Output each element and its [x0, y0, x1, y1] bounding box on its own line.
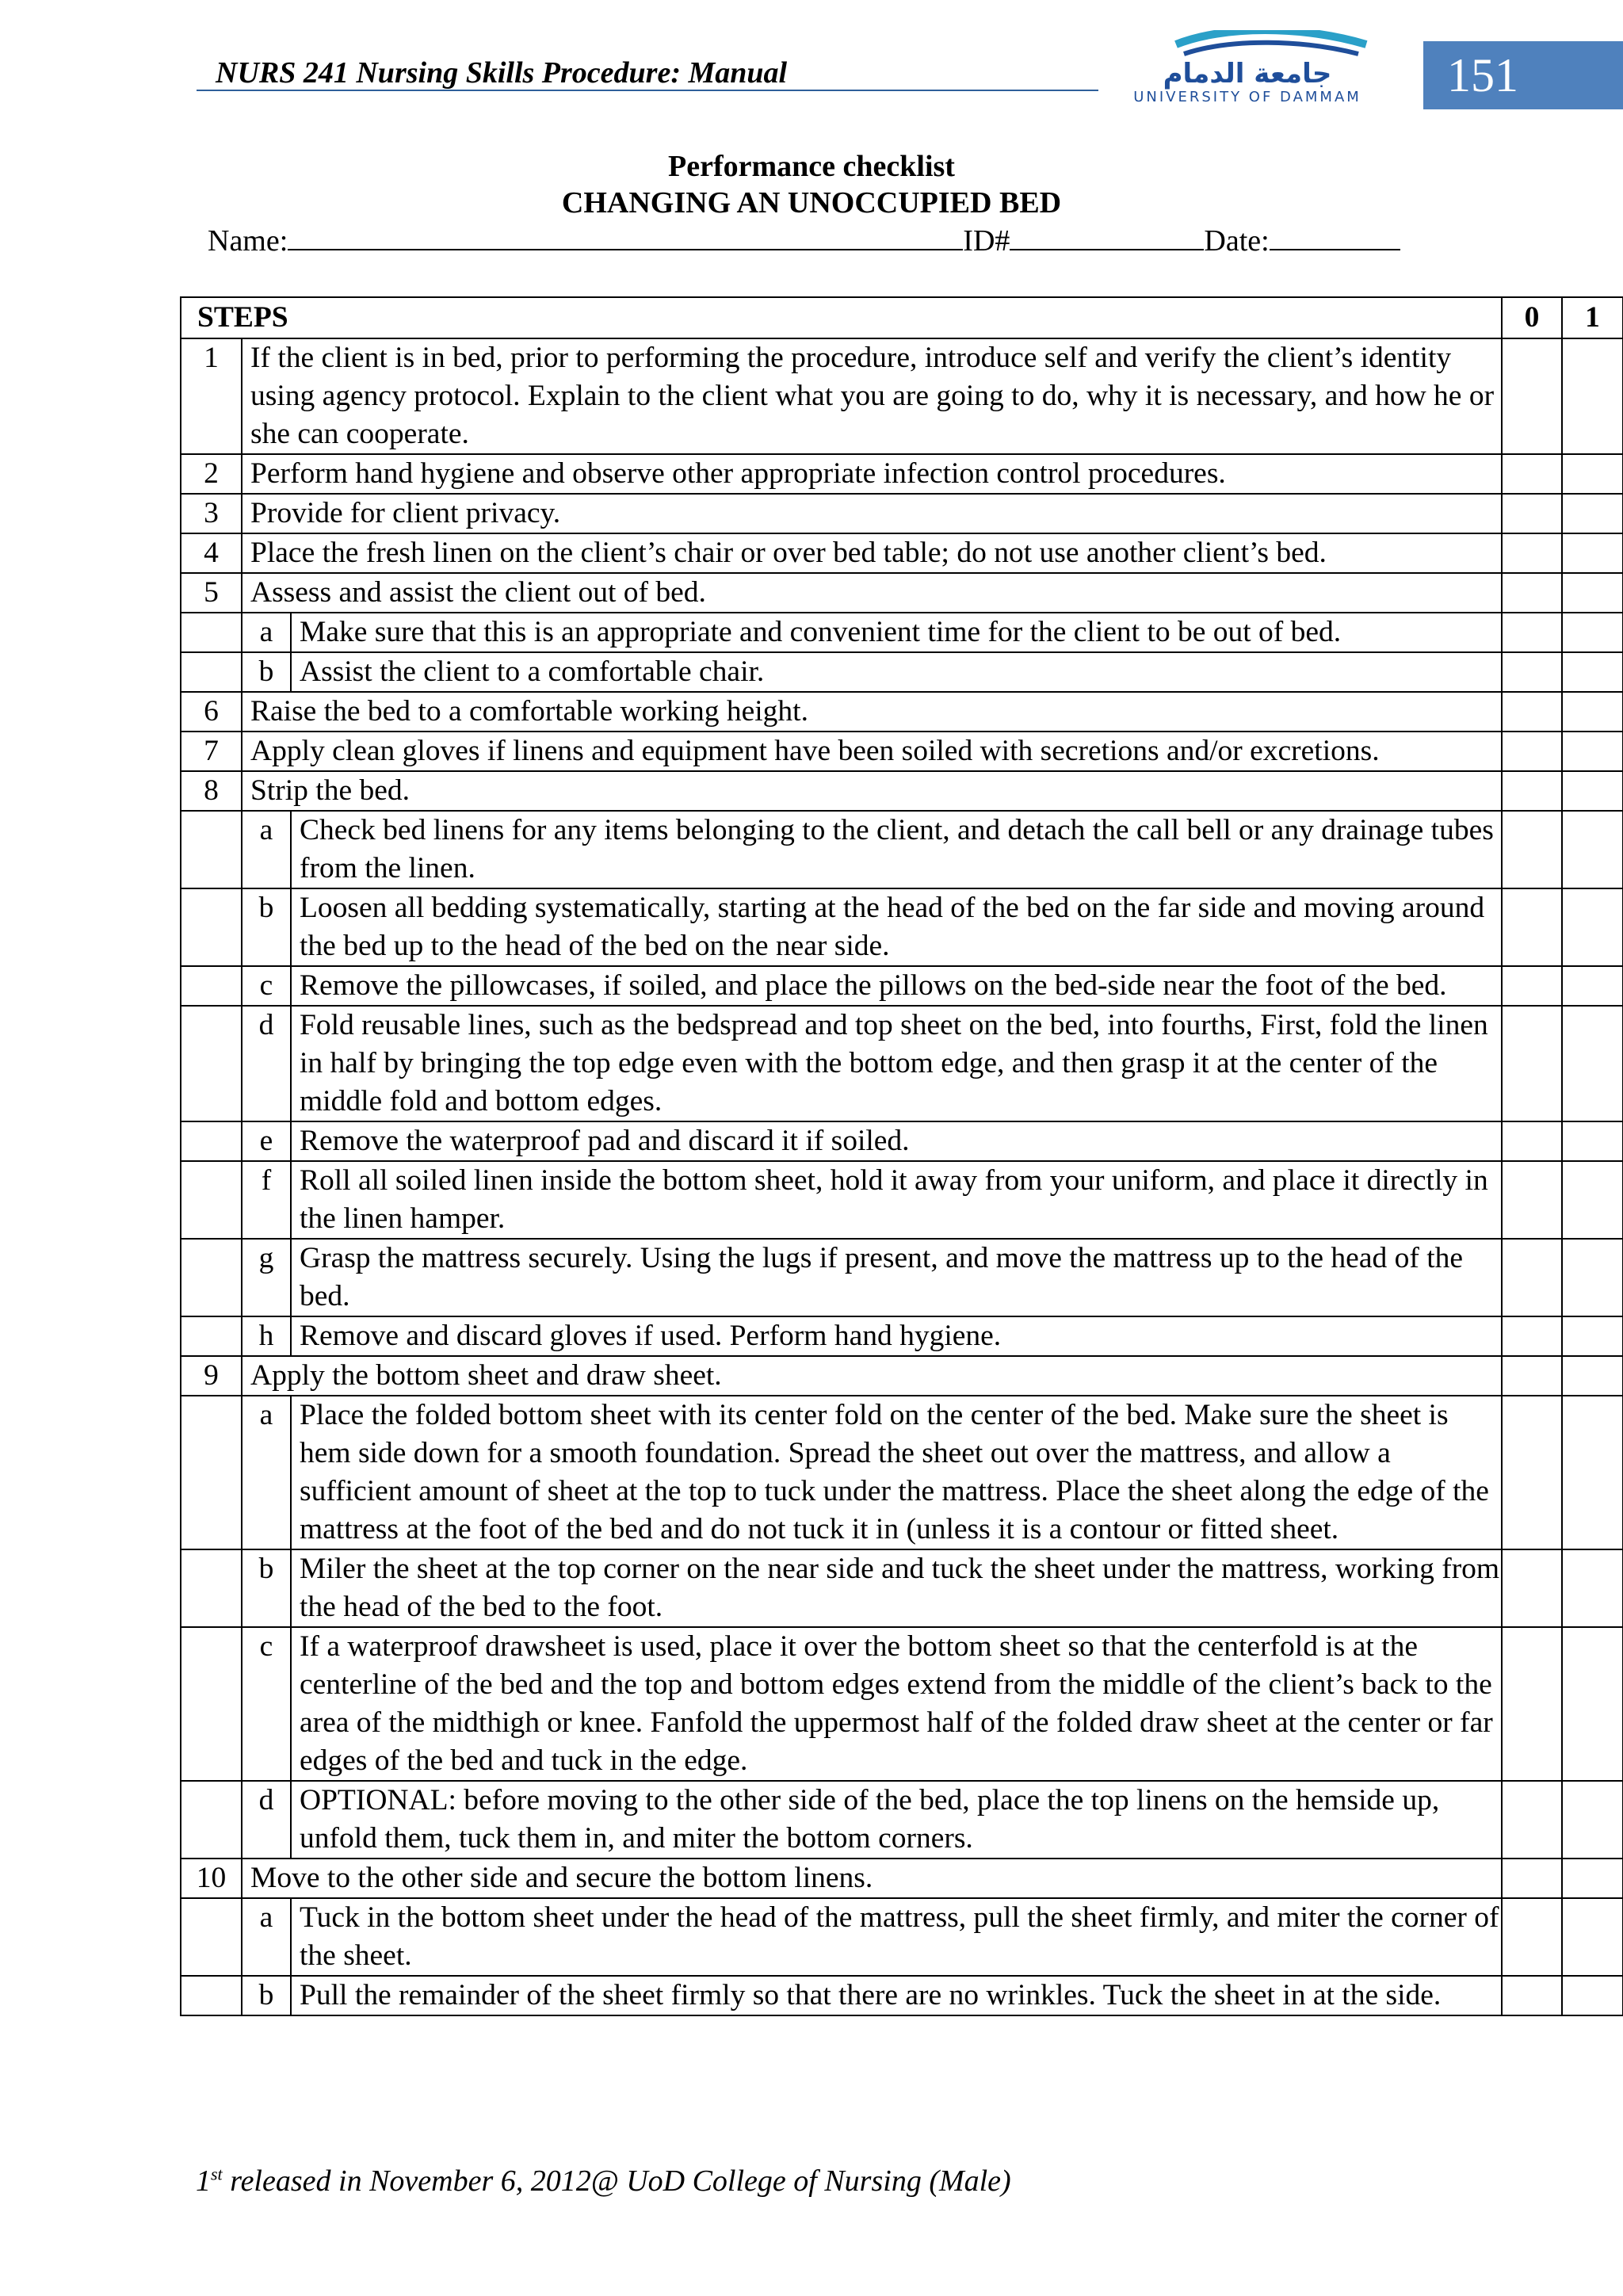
- date-field[interactable]: [1270, 225, 1400, 250]
- steps-table-body: [181, 338, 1623, 2015]
- substep-letter: a: [242, 1898, 291, 1976]
- substep-letter: a: [242, 1396, 291, 1549]
- step-number-empty-cell: [181, 652, 242, 692]
- score-0-cell[interactable]: [1502, 1006, 1562, 1121]
- score-0-cell[interactable]: [1502, 1239, 1562, 1316]
- score-1-cell[interactable]: [1562, 732, 1623, 771]
- score-0-cell[interactable]: [1502, 771, 1562, 811]
- step-text: Perform hand hygiene and observe other appropriate infection control procedures.: [242, 454, 1502, 494]
- step-number-empty-cell: [181, 1006, 242, 1121]
- score-1-cell[interactable]: [1562, 454, 1623, 494]
- step-row: [181, 494, 1623, 533]
- step-text: Apply clean gloves if linens and equipment have been soiled with secretions and/or excretions.: [242, 732, 1502, 771]
- date-label: Date:: [1204, 224, 1270, 258]
- score-1-cell[interactable]: [1562, 1316, 1623, 1356]
- header-divider: [197, 90, 1098, 91]
- step-text: Place the fresh linen on the client’s chair or over bed table; do not use another client’s bed.: [242, 533, 1502, 573]
- score-0-cell[interactable]: [1502, 652, 1562, 692]
- score-0-cell[interactable]: [1502, 1356, 1562, 1396]
- substep-text: Place the folded bottom sheet with its center fold on the center of the bed. Make sure the sheet is hem side down for a smooth foundation. Spread the sheet out over the mattress, and allow a sufficient amount of sheet at the top to tuck under the mattress. Place the sheet along the edge of the mattress at the foot of the bed and do not tuck it in (unless it is a contour or fitted sheet.: [291, 1396, 1502, 1549]
- substep-letter: b: [242, 1976, 291, 2015]
- substep-row: [181, 1898, 1623, 1976]
- score-1-cell[interactable]: [1562, 1549, 1623, 1627]
- substep-text: Grasp the mattress securely. Using the lugs if present, and move the mattress up to the head of the bed.: [291, 1239, 1502, 1316]
- substep-text: Make sure that this is an appropriate and convenient time for the client to be out of bed.: [291, 613, 1502, 652]
- footer-superscript: st: [211, 2164, 223, 2184]
- score-0-cell[interactable]: [1502, 1121, 1562, 1161]
- step-number-empty-cell: [181, 613, 242, 652]
- step-number-empty-cell: [181, 888, 242, 966]
- step-number-empty-cell: [181, 1976, 242, 2015]
- step-number-empty-cell: [181, 1239, 242, 1316]
- score-0-cell[interactable]: [1502, 338, 1562, 454]
- step-number-empty-cell: [181, 1396, 242, 1549]
- substep-row: [181, 1161, 1623, 1239]
- score-0-cell[interactable]: [1502, 573, 1562, 613]
- substep-letter: b: [242, 652, 291, 692]
- substep-letter: g: [242, 1239, 291, 1316]
- step-text: Provide for client privacy.: [242, 494, 1502, 533]
- substep-text: Check bed linens for any items belonging to the client, and detach the call bell or any drainage tubes from the linen.: [291, 811, 1502, 888]
- score-1-cell[interactable]: [1562, 1627, 1623, 1781]
- score-0-cell[interactable]: [1502, 732, 1562, 771]
- substep-row: [181, 1627, 1623, 1781]
- step-row: [181, 338, 1623, 454]
- substep-row: [181, 1549, 1623, 1627]
- step-number: 5: [181, 573, 242, 613]
- step-number-empty-cell: [181, 1161, 242, 1239]
- page-number: 151: [1423, 41, 1623, 109]
- score-0-cell[interactable]: [1502, 692, 1562, 732]
- step-number: 8: [181, 771, 242, 811]
- step-number: 7: [181, 732, 242, 771]
- score-1-cell[interactable]: [1562, 1006, 1623, 1121]
- substep-letter: d: [242, 1781, 291, 1859]
- footer-prefix: 1: [196, 2164, 211, 2198]
- substep-letter: a: [242, 811, 291, 888]
- step-row: [181, 692, 1623, 732]
- step-text: Strip the bed.: [242, 771, 1502, 811]
- score-1-cell[interactable]: [1562, 1161, 1623, 1239]
- step-number: 1: [181, 338, 242, 454]
- step-number-empty-cell: [181, 1898, 242, 1976]
- score-1-cell[interactable]: [1562, 494, 1623, 533]
- score-0-cell[interactable]: [1502, 1781, 1562, 1859]
- substep-letter: d: [242, 1006, 291, 1121]
- substep-row: [181, 966, 1623, 1006]
- step-number-empty-cell: [181, 811, 242, 888]
- substep-text: Miler the sheet at the top corner on the near side and tuck the sheet under the mattress, working from the head of the bed to the foot.: [291, 1549, 1502, 1627]
- checklist-heading: Performance checklist: [668, 150, 955, 183]
- table-header-row: [181, 297, 1623, 338]
- step-number-empty-cell: [181, 1781, 242, 1859]
- substep-row: [181, 613, 1623, 652]
- score-1-cell[interactable]: [1562, 811, 1623, 888]
- substep-row: [181, 652, 1623, 692]
- step-row: [181, 1859, 1623, 1898]
- score-0-cell[interactable]: [1502, 811, 1562, 888]
- substep-row: [181, 1316, 1623, 1356]
- substep-row: [181, 1976, 1623, 2015]
- substep-row: [181, 1239, 1623, 1316]
- substep-letter: e: [242, 1121, 291, 1161]
- score-0-cell[interactable]: [1502, 888, 1562, 966]
- university-logo: [1128, 30, 1398, 105]
- score-0-cell[interactable]: [1502, 533, 1562, 573]
- step-text: Assess and assist the client out of bed.: [242, 573, 1502, 613]
- score-1-cell[interactable]: [1562, 692, 1623, 732]
- substep-text: Remove the pillowcases, if soiled, and place the pillows on the bed-side near the foot of the bed.: [291, 966, 1502, 1006]
- substep-text: Roll all soiled linen inside the bottom sheet, hold it away from your uniform, and place it directly in the linen hamper.: [291, 1161, 1502, 1239]
- score-0-cell[interactable]: [1502, 1549, 1562, 1627]
- substep-text: Pull the remainder of the sheet firmly so that there are no wrinkles. Tuck the sheet in at the side.: [291, 1976, 1502, 2015]
- step-number: 3: [181, 494, 242, 533]
- score-0-cell[interactable]: [1502, 1627, 1562, 1781]
- substep-text: If a waterproof drawsheet is used, place it over the bottom sheet so that the centerfold is at the centerline of the bed and the top and bottom edges extend from the middle of the client’s back to the area of the midthigh or knee. Fanfold the uppermost half of the folded draw sheet at the center or far edges of the bed and tuck in the edge.: [291, 1627, 1502, 1781]
- step-number: 9: [181, 1356, 242, 1396]
- document-header-title: NURS 241 Nursing Skills Procedure: Manual: [216, 56, 788, 90]
- substep-text: Loosen all bedding systematically, starting at the head of the bed on the far side and moving around the bed up to the head of the bed on the near side.: [291, 888, 1502, 966]
- steps-column-header: STEPS: [181, 297, 1502, 338]
- score-0-cell[interactable]: [1502, 494, 1562, 533]
- step-text: If the client is in bed, prior to performing the procedure, introduce self and verify the client’s identity using agency protocol. Explain to the client what you are going to do, why it is necessary, and how he or she can cooperate.: [242, 338, 1502, 454]
- score-1-cell[interactable]: [1562, 888, 1623, 966]
- score-0-column-header: 0: [1502, 297, 1562, 338]
- step-number: 4: [181, 533, 242, 573]
- substep-row: [181, 811, 1623, 888]
- score-0-cell[interactable]: [1502, 613, 1562, 652]
- logo-english-text: UNIVERSITY OF DAMMAM: [1133, 89, 1361, 105]
- score-1-cell[interactable]: [1562, 573, 1623, 613]
- substep-text: Tuck in the bottom sheet under the head of the mattress, pull the sheet firmly, and miter the corner of the sheet.: [291, 1898, 1502, 1976]
- substep-text: Assist the client to a comfortable chair.: [291, 652, 1502, 692]
- step-number: 10: [181, 1859, 242, 1898]
- step-number-empty-cell: [181, 1627, 242, 1781]
- id-field[interactable]: [1010, 225, 1204, 250]
- score-0-cell[interactable]: [1502, 966, 1562, 1006]
- step-number: 2: [181, 454, 242, 494]
- name-field[interactable]: [288, 225, 963, 250]
- step-text: Raise the bed to a comfortable working height.: [242, 692, 1502, 732]
- step-text: Move to the other side and secure the bottom linens.: [242, 1859, 1502, 1898]
- name-id-date-line: [208, 223, 1400, 258]
- score-1-cell[interactable]: [1562, 1976, 1623, 2015]
- substep-letter: f: [242, 1161, 291, 1239]
- score-1-cell[interactable]: [1562, 1781, 1623, 1859]
- substep-text: OPTIONAL: before moving to the other side of the bed, place the top linens on the hemside up, unfold them, tuck them in, and miter the bottom corners.: [291, 1781, 1502, 1859]
- substep-row: [181, 1121, 1623, 1161]
- footer-text: released in November 6, 2012@ UoD College of Nursing (Male): [222, 2164, 1011, 2198]
- id-label: ID#: [963, 224, 1010, 258]
- substep-text: Remove the waterproof pad and discard it if soiled.: [291, 1121, 1502, 1161]
- steps-table: [180, 296, 1623, 2016]
- score-1-cell[interactable]: [1562, 1239, 1623, 1316]
- substep-letter: b: [242, 1549, 291, 1627]
- step-number-empty-cell: [181, 966, 242, 1006]
- substep-text: Fold reusable lines, such as the bedspread and top sheet on the bed, into fourths, First, fold the linen in half by bringing the top edge even with the bottom edge, and then grasp it at the center of the middle fold and bottom edges.: [291, 1006, 1502, 1121]
- score-1-cell[interactable]: [1562, 966, 1623, 1006]
- score-0-cell[interactable]: [1502, 454, 1562, 494]
- score-0-cell[interactable]: [1502, 1161, 1562, 1239]
- substep-row: [181, 1006, 1623, 1121]
- score-1-column-header: 1: [1562, 297, 1623, 338]
- name-label: Name:: [208, 224, 288, 258]
- score-1-cell[interactable]: [1562, 1396, 1623, 1549]
- score-1-cell[interactable]: [1562, 652, 1623, 692]
- step-row: [181, 771, 1623, 811]
- checklist-title: CHANGING AN UNOCCUPIED BED: [561, 186, 1062, 220]
- score-1-cell[interactable]: [1562, 771, 1623, 811]
- step-number-empty-cell: [181, 1121, 242, 1161]
- step-number-empty-cell: [181, 1316, 242, 1356]
- substep-letter: b: [242, 888, 291, 966]
- footer-release-note: [196, 2164, 1011, 2199]
- step-row: [181, 454, 1623, 494]
- substep-row: [181, 1396, 1623, 1549]
- substep-letter: h: [242, 1316, 291, 1356]
- score-1-cell[interactable]: [1562, 613, 1623, 652]
- score-1-cell[interactable]: [1562, 1121, 1623, 1161]
- step-row: [181, 533, 1623, 573]
- score-1-cell[interactable]: [1562, 1898, 1623, 1976]
- score-1-cell[interactable]: [1562, 1356, 1623, 1396]
- step-row: [181, 732, 1623, 771]
- step-text: Apply the bottom sheet and draw sheet.: [242, 1356, 1502, 1396]
- score-0-cell[interactable]: [1502, 1976, 1562, 2015]
- logo-wave-icon: [1184, 43, 1358, 54]
- substep-letter: c: [242, 966, 291, 1006]
- score-0-cell[interactable]: [1502, 1316, 1562, 1356]
- score-0-cell[interactable]: [1502, 1859, 1562, 1898]
- score-1-cell[interactable]: [1562, 338, 1623, 454]
- substep-row: [181, 1781, 1623, 1859]
- score-0-cell[interactable]: [1502, 1396, 1562, 1549]
- substep-row: [181, 888, 1623, 966]
- step-row: [181, 573, 1623, 613]
- logo-arabic-text: جامعة الدمام: [1163, 58, 1332, 90]
- substep-text: Remove and discard gloves if used. Perform hand hygiene.: [291, 1316, 1502, 1356]
- substep-letter: a: [242, 613, 291, 652]
- score-0-cell[interactable]: [1502, 1898, 1562, 1976]
- substep-letter: c: [242, 1627, 291, 1781]
- step-number: 6: [181, 692, 242, 732]
- step-number-empty-cell: [181, 1549, 242, 1627]
- step-row: [181, 1356, 1623, 1396]
- score-1-cell[interactable]: [1562, 533, 1623, 573]
- score-1-cell[interactable]: [1562, 1859, 1623, 1898]
